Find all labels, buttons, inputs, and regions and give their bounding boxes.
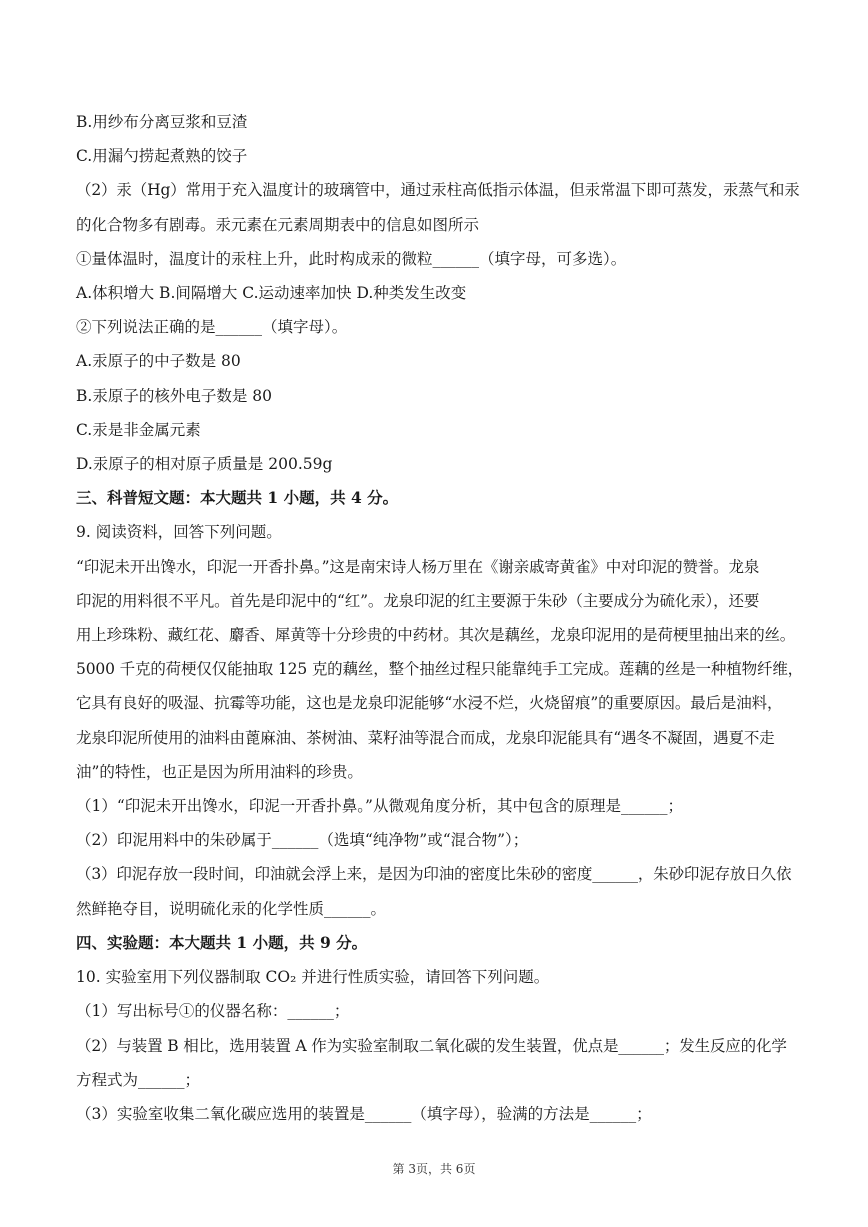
section-heading: 三、科普短文题：本大题共 1 小题，共 4 分。 xyxy=(76,488,399,507)
page-number: 第 3页，共 6页 xyxy=(392,1162,476,1176)
text-line: （3）实验室收集二氧化碳应选用的装置是______（填字母），验满的方法是______； xyxy=(76,1105,652,1123)
text-line: （2）汞（Hg）常用于充入温度计的玻璃管中，通过汞柱高低指示体温，但汞常温下即可蒸发，汞蒸气和汞 xyxy=(76,181,800,199)
text-line: 油”的特性，也正是因为所用油料的珍贵。 xyxy=(76,763,363,781)
text-line: B.汞原子的核外电子数是 80 xyxy=(76,387,272,405)
text-line: C.用漏勺捞起煮熟的饺子 xyxy=(76,147,248,165)
text-line: （1）写出标号①的仪器名称：______； xyxy=(76,1002,350,1020)
question-stem: 10. 实验室用下列仪器制取 CO₂ 并进行性质实验，请回答下列问题。 xyxy=(76,968,550,986)
text-line: D.汞原子的相对原子质量是 200.59g xyxy=(76,455,333,473)
text-line: （2）印泥用料中的朱砂属于______（选填“纯净物”或“混合物”）； xyxy=(76,831,529,849)
text-line: （3）印泥存放一段时间，印油就会浮上来，是因为印油的密度比朱砂的密度______，朱砂印泥存放日久依 xyxy=(76,865,792,883)
text-line: A.体积增大 B.间隔增大 C.运动速率加快 D.种类发生改变 xyxy=(76,284,467,302)
text-line: 它具有良好的吸湿、抗霉等功能，这也是龙泉印泥能够“水浸不烂，火烧留痕”的重要原因。最后是油料， xyxy=(76,694,783,712)
text-line: “印泥未开出馋水，印泥一开香扑鼻。”这是南宋诗人杨万里在《谢亲戚寄黄雀》中对印泥的赞誉。龙泉 xyxy=(76,558,760,576)
text-line: B.用纱布分离豆浆和豆渣 xyxy=(76,113,248,131)
text-line: 的化合物多有剧毒。汞元素在元素周期表中的信息如图所示 xyxy=(76,216,480,234)
text-line: ①量体温时，温度计的汞柱上升，此时构成汞的微粒______（填字母，可多选）。 xyxy=(76,250,627,268)
text-line: 龙泉印泥所使用的油料由蓖麻油、茶树油、菜籽油等混合而成，龙泉印泥能具有“遇冬不凝固，遇夏不走 xyxy=(76,729,775,747)
text-line: 然鲜艳夺目，说明硫化汞的化学性质______。 xyxy=(76,900,387,918)
text-line: A.汞原子的中子数是 80 xyxy=(76,352,241,370)
text-line: 用上珍珠粉、藏红花、麝香、犀黄等十分珍贵的中药材。其次是藕丝，龙泉印泥用的是荷梗里抽出来的丝。 xyxy=(76,626,796,644)
text-line: （1）“印泥未开出馋水，印泥一开香扑鼻。”从微观角度分析，其中包含的原理是______； xyxy=(76,797,683,815)
text-line: 方程式为______； xyxy=(76,1071,201,1089)
text-line: （2）与装置 B 相比，选用装置 A 作为实验室制取二氧化碳的发生装置，优点是______；发生反应的化学 xyxy=(76,1037,787,1055)
section-heading: 四、实验题：本大题共 1 小题，共 9 分。 xyxy=(76,933,368,952)
text-line: C.汞是非金属元素 xyxy=(76,421,201,439)
question-stem: 9. 阅读资料，回答下列问题。 xyxy=(76,523,282,541)
text-line: 5000 千克的荷梗仅仅能抽取 125 克的藕丝，整个抽丝过程只能靠纯手工完成。莲藕的丝是一种植物纤维， xyxy=(76,660,804,678)
text-line: 印泥的用料很不平凡。首先是印泥中的“红”。龙泉印泥的红主要源于朱砂（主要成分为硫化汞），还要 xyxy=(76,592,760,610)
text-line: ②下列说法正确的是______（填字母）。 xyxy=(76,318,348,336)
